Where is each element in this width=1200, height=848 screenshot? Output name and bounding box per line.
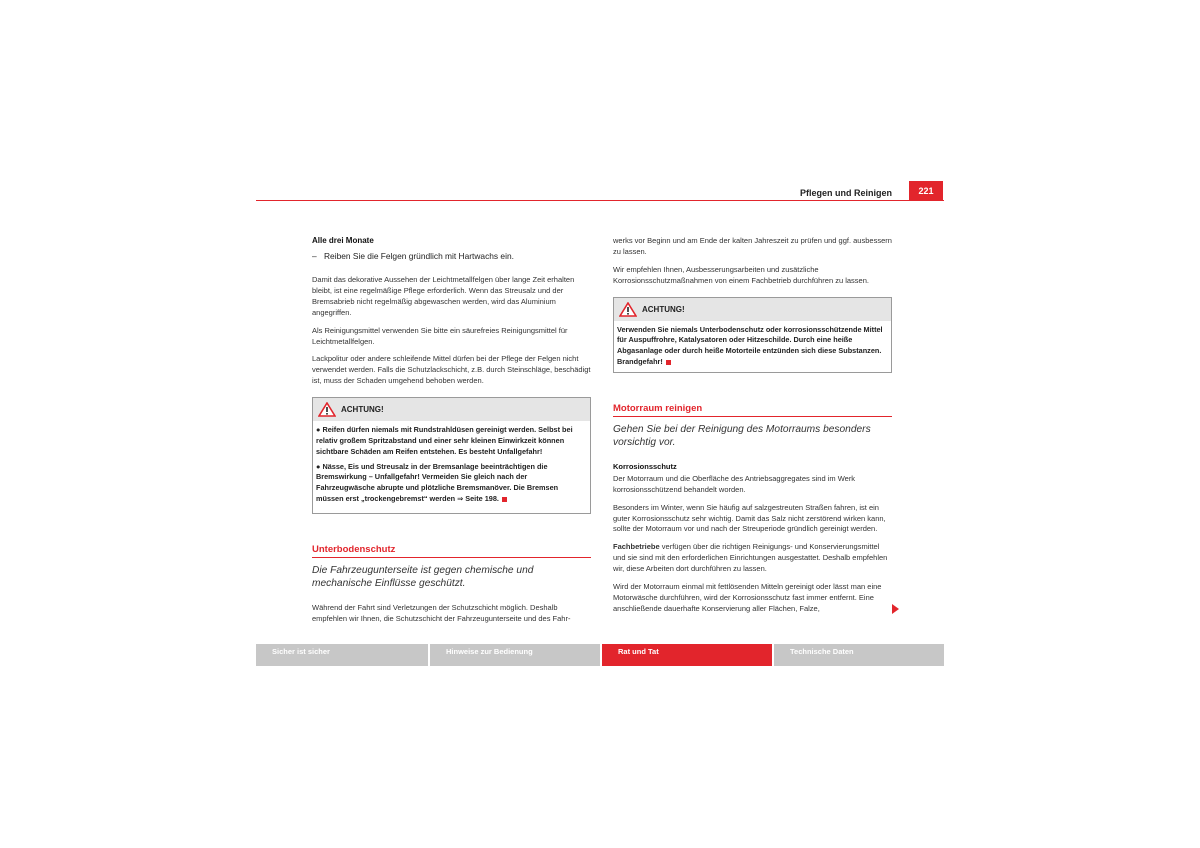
fachbetriebe-text: verfügen über die richtigen Reinigungs- und Konservierungsmittel und sie sind mit den erforderlichen Einrichtungen ausgestattet. Deshalb empfehlen wir, diese Arbeiten dort durchführen zu lassen. (613, 542, 888, 574)
warning-header (614, 298, 891, 321)
warning-bullet-text: Reifen dürfen niemals mit Rundstrahldüsen gereinigt werden. Selbst bei relativ großem Spritzabstand und einer sehr kleinen Einwirkzeit können sichtbare Schäden am Reifen entstehen. Es besteht Unfallgefahr! (316, 425, 573, 456)
paragraph: Während der Fahrt sind Verletzungen der Schutzschicht möglich. Deshalb empfehlen wir Ihnen, die Schutzschicht der Fahrzeugunterseite und des Fahr- (312, 602, 571, 623)
end-marker-icon (502, 497, 507, 502)
warning-body (313, 421, 590, 513)
dash-item-text: Reiben Sie die Felgen gründlich mit Hartwachs ein. (324, 251, 514, 261)
paragraph (613, 542, 892, 575)
subheading-korrosionsschutz: Korrosionsschutz (613, 461, 677, 471)
warning-body (614, 321, 891, 372)
section-title-unterbodenschutz: Unterbodenschutz (312, 544, 591, 558)
header-rule (256, 200, 944, 201)
bullet-dot: ● (316, 461, 323, 471)
paragraph: Der Motorraum und die Oberfläche des Antriebsaggregates sind im Werk korrosionsschützend behandelt worden. (613, 473, 856, 494)
footer-tab-sicher-ist-sicher[interactable]: Sicher ist sicher (256, 644, 428, 666)
warning-triangle-icon (318, 402, 336, 417)
footer-nav (256, 644, 944, 666)
footer-tab-rat-und-tat[interactable]: Rat und Tat (600, 644, 772, 666)
fachbetriebe-bold: Fachbetriebe (613, 542, 660, 552)
bullet-dot: ● (316, 425, 323, 435)
end-marker-icon (666, 360, 671, 365)
warning-title: ACHTUNG! (341, 405, 384, 415)
warning-box (312, 397, 591, 514)
warning-header (313, 398, 590, 421)
left-column (312, 236, 591, 632)
warning-title: ACHTUNG! (642, 304, 685, 314)
section-intro: Gehen Sie bei der Reinigung des Motorraums besonders vorsichtig vor. (613, 423, 871, 449)
page-number: 221 (909, 181, 943, 201)
warning-triangle-icon (619, 302, 637, 317)
warning-bullet (316, 425, 587, 457)
paragraph: Als Reinigungsmittel verwenden Sie bitte ein säurefreies Reinigungsmittel für Leichtmetallfelgen. (312, 325, 568, 346)
footer-tab-technische-daten[interactable]: Technische Daten (772, 644, 944, 666)
paragraph: Wir empfehlen Ihnen, Ausbesserungsarbeiten und zusätzliche Korrosionsschutzmaßnahmen von einem Fachbetrieb durchführen zu lassen. (613, 264, 869, 285)
section-intro: Die Fahrzeugunterseite ist gegen chemische und mechanische Einflüsse geschützt. (312, 564, 534, 590)
paragraph: Besonders im Winter, wenn Sie häufig auf salzgestreuten Straßen fahren, ist ein guter Korrosionsschutz sehr wichtig. Damit das Salz nicht zerstörend wirken kann, sollte der Motorraum vor und nach der Streuperiode gründlich gereinigt werden. (613, 502, 886, 534)
subheading-alle-drei-monate: Alle drei Monate (312, 236, 374, 245)
paragraph: werks vor Beginn und am Ende der kalten Jahreszeit zu prüfen und ggf. ausbessern zu lassen. (613, 236, 892, 256)
warning-box (613, 297, 892, 373)
right-column (613, 236, 892, 622)
continue-arrow-icon (892, 604, 899, 614)
paragraph: Wird der Motorraum einmal mit fettlösenden Mitteln gereinigt oder lässt man eine Motorwäsche durchführen, wird der Korrosionsschutz fast immer entfernt. Eine anschließende dauerhafte Konservierung aller Flächen, Falze, (613, 582, 882, 613)
warning-text: Verwenden Sie niemals Unterbodenschutz oder korrosionsschützende Mittel für Auspuffrohre, Katalysatoren oder Hitzeschilde. Durch eine heiße Abgasanlage oder durch heiße Motorteile entzünden sich diese Substanzen. Brandgefahr! (617, 324, 883, 367)
dash-list-item (312, 251, 591, 261)
dash-marker: – (312, 251, 317, 261)
section-title-motorraum-reinigen: Motorraum reinigen (613, 403, 892, 417)
warning-bullet (316, 462, 587, 505)
footer-tab-hinweise-zur-bedienung[interactable]: Hinweise zur Bedienung (428, 644, 600, 666)
paragraph: Lackpolitur oder andere schleifende Mittel dürfen bei der Pflege der Felgen nicht verwendet werden. Falls die Schutzlackschicht, z.B. durch Steinschläge, beschädigt ist, muss der Schaden umgehend behoben werden. (312, 354, 591, 386)
paragraph: Damit das dekorative Aussehen der Leichtmetallfelgen über lange Zeit erhalten bleibt, ist eine regelmäßige Pflege erforderlich. Wenn das Streusalz und der Bremsabrieb nicht regelmäßig abgewaschen werden, wird das Aluminium angegriffen. (312, 275, 575, 317)
warning-bullet-text: Nässe, Eis und Streusalz in der Bremsanlage beeinträchtigen die Bremswirkung – Unfallgefahr! Vermeiden Sie gleich nach der Fahrzeugwäsche abrupte und plötzliche Bremsmanöver. Die Bremsen müssen erst „trockengebremst“ werden ⇒ Seite 198. (316, 461, 559, 503)
page-header-title: Pflegen und Reinigen (799, 188, 892, 198)
